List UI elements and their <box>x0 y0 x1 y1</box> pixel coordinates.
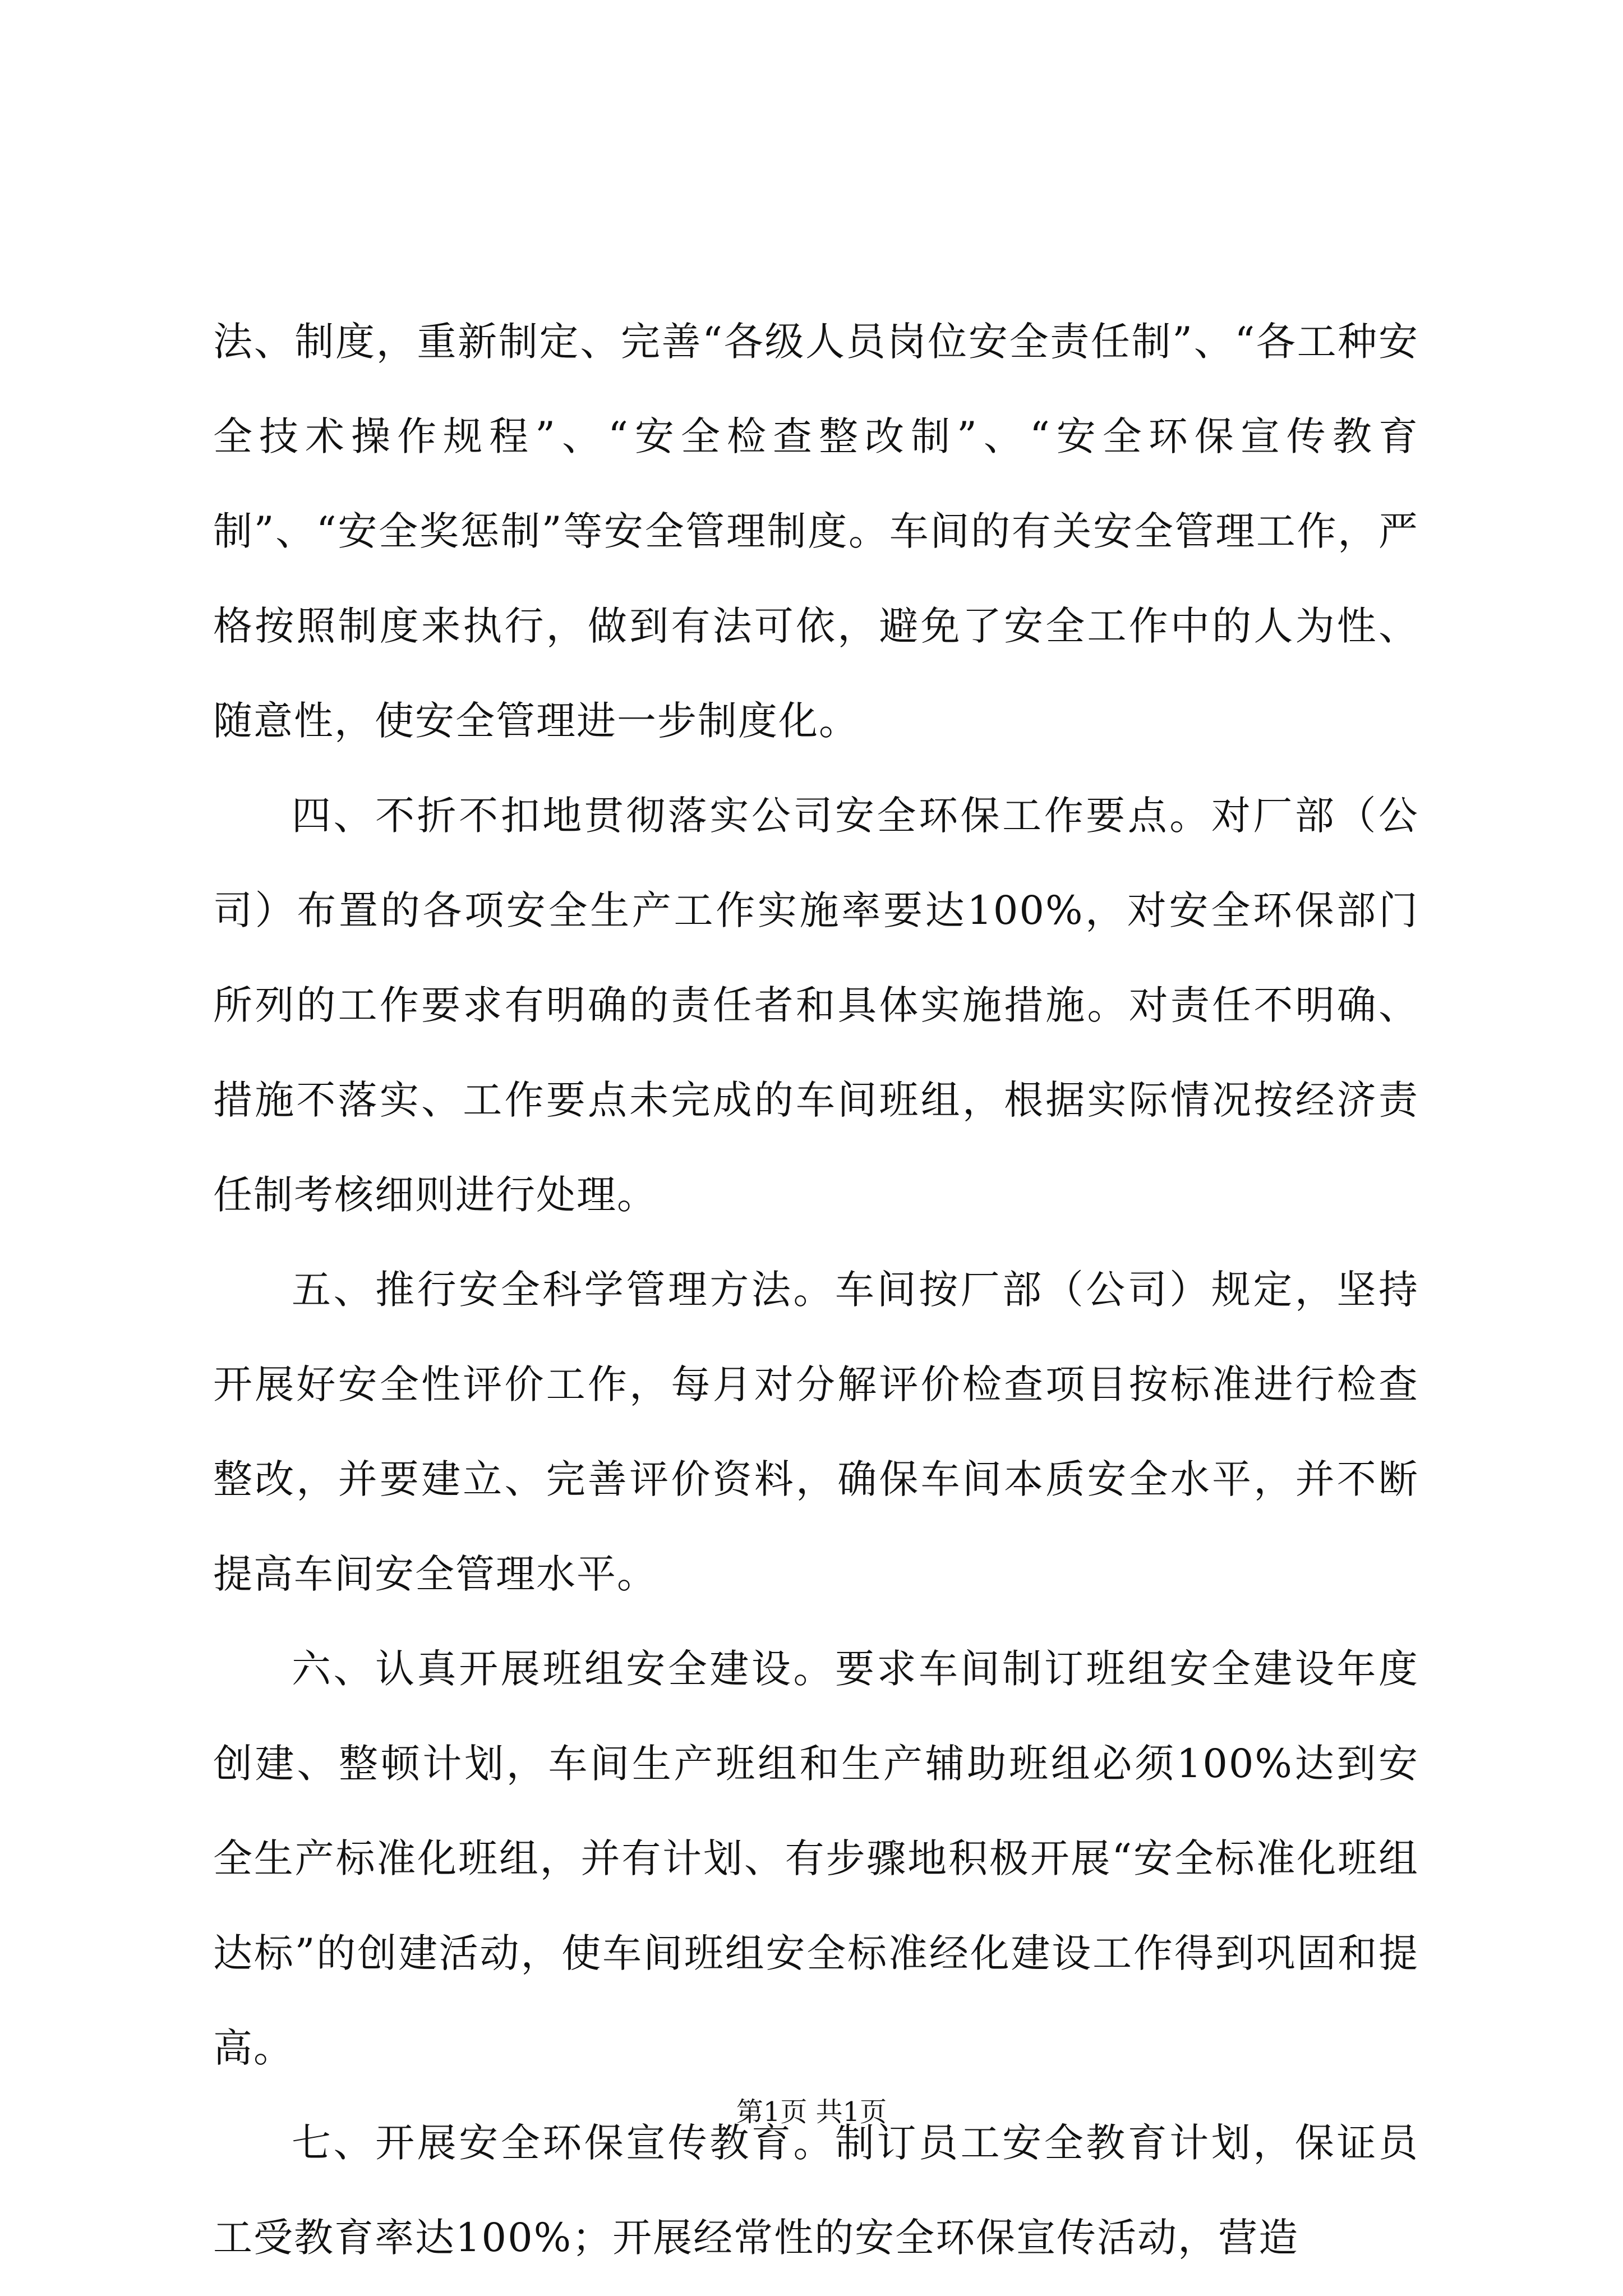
document-body <box>213 295 1419 2285</box>
paragraph-item-7: 七、开展安全环保宣传教育。制订员工安全教育计划，保证员工受教育率达100%；开展经常性的安全环保宣传活动，营造 <box>213 2120 1419 2261</box>
paragraph-item-6: 六、认真开展班组安全建设。要求车间制订班组安全建设年度创建、整顿计划，车间生产班组和生产辅助班组必须100%达到安全生产标准化班组，并有计划、有步骤地积极开展“安全标准化班组达标”的创建活动，使车间班组安全标准经化建设工作得到巩固和提高。 <box>213 1646 1419 2071</box>
paragraph-item-4: 四、不折不扣地贯彻落实公司安全环保工作要点。对厂部（公司）布置的各项安全生产工作实施率要达100%，对安全环保部门所列的工作要求有明确的责任者和具体实施措施。对责任不明确、措施不落实、工作要点未完成的车间班组，根据实际情况按经济责任制考核细则进行处理。 <box>213 793 1419 1218</box>
paragraph-continued: 法、制度，重新制定、完善“各级人员岗位安全责任制”、“各工种安全技术操作规程”、“安全检查整改制”、“安全环保宣传教育制”、“安全奖惩制”等安全管理制度。车间的有关安全管理工作，严格按照制度来执行，做到有法可依，避免了安全工作中的人为性、随意性，使安全管理进一步制度化。 <box>213 319 1419 744</box>
paragraph-item-5: 五、推行安全科学管理方法。车间按厂部（公司）规定，坚持开展好安全性评价工作，每月对分解评价检查项目按标准进行检查整改，并要建立、完善评价资料，确保车间本质安全水平，并不断提高车间安全管理水平。 <box>213 1267 1419 1597</box>
page-footer: 第1页 共1页 <box>736 2096 887 2128</box>
